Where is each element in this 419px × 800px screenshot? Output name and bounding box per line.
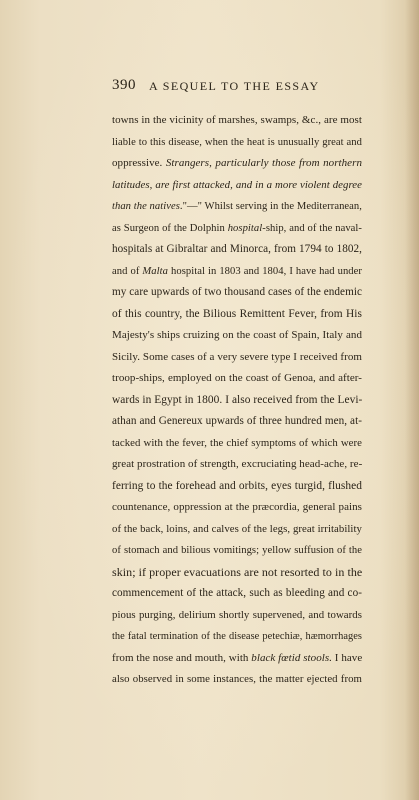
spine-shadow	[405, 0, 419, 800]
text-line	[112, 411, 362, 433]
italic-run: latitudes, are first attacked, and in a more violent degree	[112, 178, 362, 191]
running-head: A SEQUEL TO THE ESSAY	[149, 79, 320, 93]
text-line	[112, 304, 362, 326]
italic-run: Malta	[142, 265, 168, 277]
text-line	[112, 347, 362, 369]
text-run: oppressive.	[112, 157, 166, 170]
page-number: 390	[112, 77, 136, 93]
italic-run: than the natives	[112, 201, 180, 213]
text-run: also observed in some instances, the matter ejected from	[112, 673, 362, 686]
text-run: ferring to the forehead and orbits, eyes turgid, flushed	[112, 479, 362, 492]
text-line	[112, 669, 362, 691]
text-run: great prostration of strength, excruciating head-ache, re-	[112, 458, 363, 471]
text-line	[112, 282, 362, 304]
text-run: my care upwards of two thousand cases of the endemic	[112, 286, 362, 299]
text-line	[112, 433, 362, 455]
text-run: Sicily. Some cases of a very severe type I received from	[112, 350, 362, 363]
text-run: Majesty's ships cruizing on the coast of Spain, Italy and	[112, 329, 362, 342]
text-line	[112, 648, 362, 670]
text-run: commencement of the attack, such as bleeding and co-	[112, 587, 362, 600]
text-line	[112, 110, 362, 132]
page-header	[112, 77, 362, 97]
text-run: towns in the vicinity of marshes, swamps, &c., are most	[112, 114, 362, 126]
text-run: of the back, loins, and calves of the legs, great irritability	[112, 522, 362, 535]
text-line	[112, 605, 362, 627]
text-line	[112, 325, 362, 347]
text-line	[112, 562, 362, 584]
text-line	[112, 497, 362, 519]
text-line	[112, 540, 362, 562]
text-line	[112, 519, 362, 541]
text-run: liable to this disease, when the heat is unusually great and	[112, 136, 362, 148]
text-run: ."—" Whilst serving in the Mediterranean,	[179, 201, 362, 213]
text-run: the fatal termination of the disease petechiæ, hæmorrhages	[112, 631, 362, 643]
text-run: countenance, oppression at the præcordia, general pains	[112, 501, 362, 514]
text-run: I have	[332, 651, 363, 664]
text-line	[112, 261, 362, 283]
text-run: -ship, and of the naval-	[262, 222, 362, 234]
text-run: from the nose and mouth, with	[112, 651, 252, 664]
italic-run: black fœtid stools.	[251, 651, 332, 664]
body-text	[112, 110, 362, 691]
text-line	[112, 626, 362, 648]
text-run: pious purging, delirium shortly supervened, and towards	[112, 608, 362, 621]
italic-run: hospital	[227, 222, 263, 234]
text-run: hospital in 1803 and 1804, I have had under	[167, 265, 362, 277]
text-line	[112, 454, 362, 476]
text-line	[112, 239, 362, 261]
text-run: and of	[112, 265, 143, 277]
text-line	[112, 218, 362, 240]
text-line	[112, 153, 362, 175]
text-line	[112, 476, 362, 498]
text-line	[112, 132, 362, 154]
text-run: as Surgeon of the Dolphin	[112, 222, 228, 234]
text-run: of stomach and bilious vomitings; yellow suffusion of the	[112, 545, 362, 557]
text-line	[112, 583, 362, 605]
text-line	[112, 390, 362, 412]
text-run: of this country, the Bilious Remittent Fever, from His	[112, 307, 362, 320]
text-run: wards in Egypt in 1800. I also received from the Levi-	[112, 393, 363, 406]
text-line	[112, 196, 362, 218]
text-line	[112, 175, 362, 197]
italic-run: Strangers, particularly those from northern	[165, 157, 362, 170]
text-run: tacked with the fever, the chief symptoms of which were	[112, 436, 362, 449]
text-run: skin; if proper evacuations are not resorted to in the	[112, 564, 363, 579]
text-run: troop-ships, employed on the coast of Genoa, and after-	[112, 372, 362, 385]
text-run: athan and Genereux upwards of three hundred men, at-	[112, 415, 362, 428]
text-line	[112, 368, 362, 390]
text-run: hospitals at Gibraltar and Minorca, from 1794 to 1802,	[112, 243, 362, 256]
